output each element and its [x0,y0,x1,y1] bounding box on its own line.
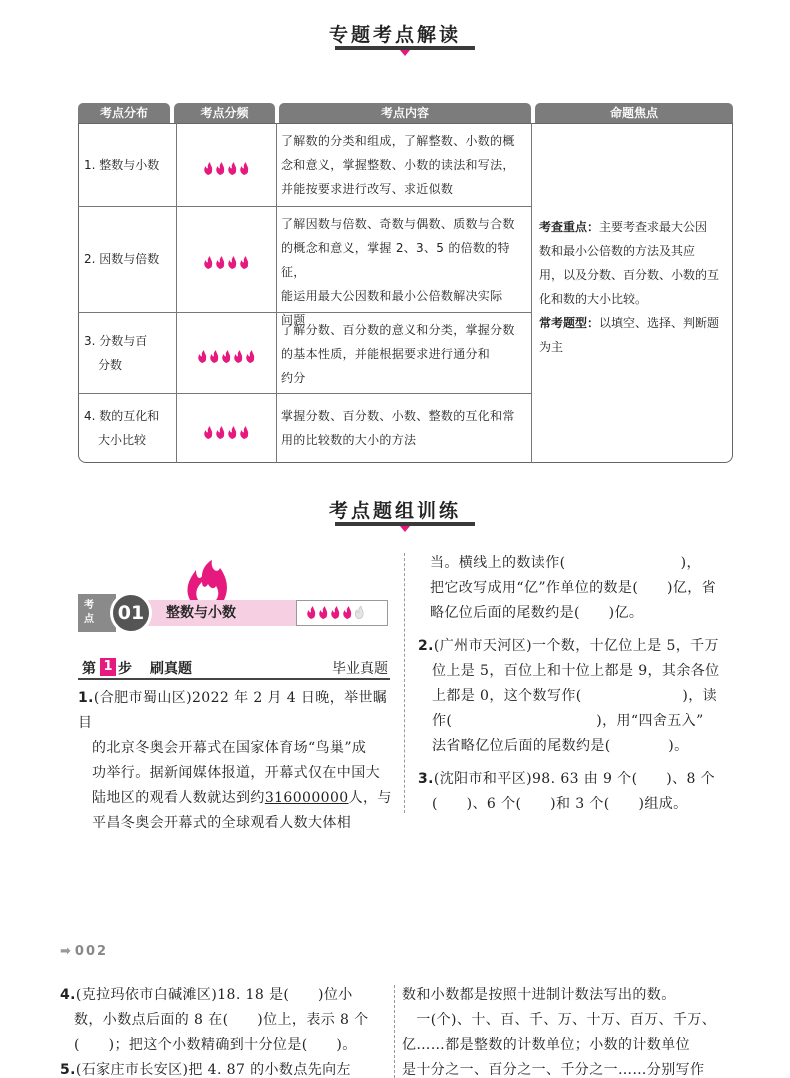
table-row-topic: 1. 整数与小数 [84,158,160,172]
flame-icon [209,350,219,363]
page-number: ➡ 002 [60,944,109,959]
flame-icon [227,256,237,269]
table-row-topic: 4. 数的互化和 大小比较 [84,409,160,447]
flame-icon [306,606,316,619]
arrow-icon: ➡ [60,944,73,959]
topic-banner [78,594,388,632]
section-title: 专题考点解读 [328,24,461,46]
flame-icon [227,162,237,175]
frequency-flames [178,346,274,365]
pink-triangle-icon [400,50,410,56]
flame-icon [221,350,231,363]
table-divider [531,123,532,463]
flame-icon [233,350,243,363]
section-header-training [0,496,790,523]
question-3: 3.(沈阳市和平区)98. 63 由 9 个( )、8 个 ( )、6 个( )和 3 个( )组成。 [418,771,716,812]
frequency-flames [178,158,274,177]
flame-icon [239,256,249,269]
underlined-number: 316000000 [264,790,349,806]
flame-icon [239,426,249,439]
flame-outline-icon [354,606,364,619]
focus-cell: 考查重点：主要考查求最大公因 数和最小公倍数的方法及其应 用，以及分数、百分数、小数的互 化和数的大小比较。 常考题型：以填空、选择、判断题 为主 [539,220,720,354]
col-header-focus: 命题焦点 [535,103,733,123]
step-number: 1 [100,658,116,676]
frequency-flames [178,422,274,441]
column-divider [394,985,395,1078]
col-header-content: 考点内容 [279,103,531,123]
col-header-frequency: 考点分频 [174,103,275,123]
question-4: 4.(克拉玛依市白碱滩区)18. 18 是( )位小 数，小数点后面的 8 在( )位上，表示 8 个 ( )；把这个小数精确到十分位是( )。 5.(石家庄市长安区)把 4. 87 的小数点先向左 [60,987,369,1078]
flame-icon [215,256,225,269]
table-row-divider [78,393,531,394]
table-row-content: 了解分数、百分数的意义和分类，掌握分数 的基本性质，并能根据要求进行通分和 约分 [281,323,515,385]
pink-triangle-icon [400,526,410,532]
step-title: 刷真题 [150,661,192,677]
banner-title: 整数与小数 [148,600,296,626]
flame-icon [215,162,225,175]
flame-icon [197,350,207,363]
flame-icon [203,256,213,269]
table-row-content: 了解因数与倍数、奇数与偶数、质数与合数 的概念和意义，掌握 2、3、5 的倍数的特征， 能运用最大公因数和最小公倍数解决实际 问题 [281,217,515,327]
flame-icon [203,426,213,439]
fire-decoration-icon [184,560,230,604]
type-label: 常考题型： [539,316,600,330]
kaodian-label: 考 点 [78,594,116,632]
table-row-topic: 3. 分数与百 分数 [84,334,148,372]
question-2: 2.(广州市天河区)一个数，十亿位上是 5，千万 位上是 5，百位上和十位上都是 9，其余各位 上都是 0，这个数写作( )，读 作( )，用“四舍五入” 法省略亿位后面的尾数约是( )。 [418,638,720,754]
col-header-distribution: 考点分布 [78,103,170,123]
column-divider [404,553,405,813]
flame-icon [215,426,225,439]
frequency-flames [296,600,388,626]
section-title: 考点题组训练 [328,500,461,522]
table-row-content: 掌握分数、百分数、小数、整数的互化和常 用的比较数的大小的方法 [281,409,515,447]
table-row-divider [78,206,531,207]
frequency-flames [178,252,274,271]
question-1-continued: 当。横线上的数读作( )， 把它改写成用“亿”作单位的数是( )亿，省 略亿位后面的尾数约是( )亿。 [430,555,717,621]
table-row-content: 了解数的分类和组成，了解整数、小数的概 念和意义，掌握整数、小数的读法和写法， 并能按要求进行改写、求近似数 [281,134,515,196]
knowledge-note: 数和小数都是按照十进制计数法写出的数。 一(个)、十、百、千、万、十万、百万、千万、 亿……都是整数的计数单位；小数的计数单位 是十分之一、百分之一、千分之一……分别写作 [402,987,717,1078]
table-divider [176,123,177,463]
flame-icon [203,162,213,175]
flame-icon [239,162,249,175]
section-header-topic-reading [0,20,790,47]
key-label: 考查重点： [539,220,600,234]
table-row-topic: 2. 因数与倍数 [84,252,160,266]
flame-icon [342,606,352,619]
topic-number: 01 [110,592,152,634]
table-divider [276,123,277,463]
flame-icon [227,426,237,439]
flame-icon [245,350,255,363]
step-source: 毕业真题 [332,661,388,677]
step-header: 第 1 步 刷真题 毕业真题 [78,658,390,680]
flame-icon [330,606,340,619]
question-1: 1.(合肥市蜀山区)2022 年 2 月 4 日晚，举世瞩目 的北京冬奥会开幕式在国家体育场“鸟巢”成 功举行。据新闻媒体报道，开幕式仅在中国大 陆地区的观看人数就达到约316000000人，与 平昌冬奥会开幕式的全球观看人数大体相 [78,690,392,831]
flame-icon [318,606,328,619]
